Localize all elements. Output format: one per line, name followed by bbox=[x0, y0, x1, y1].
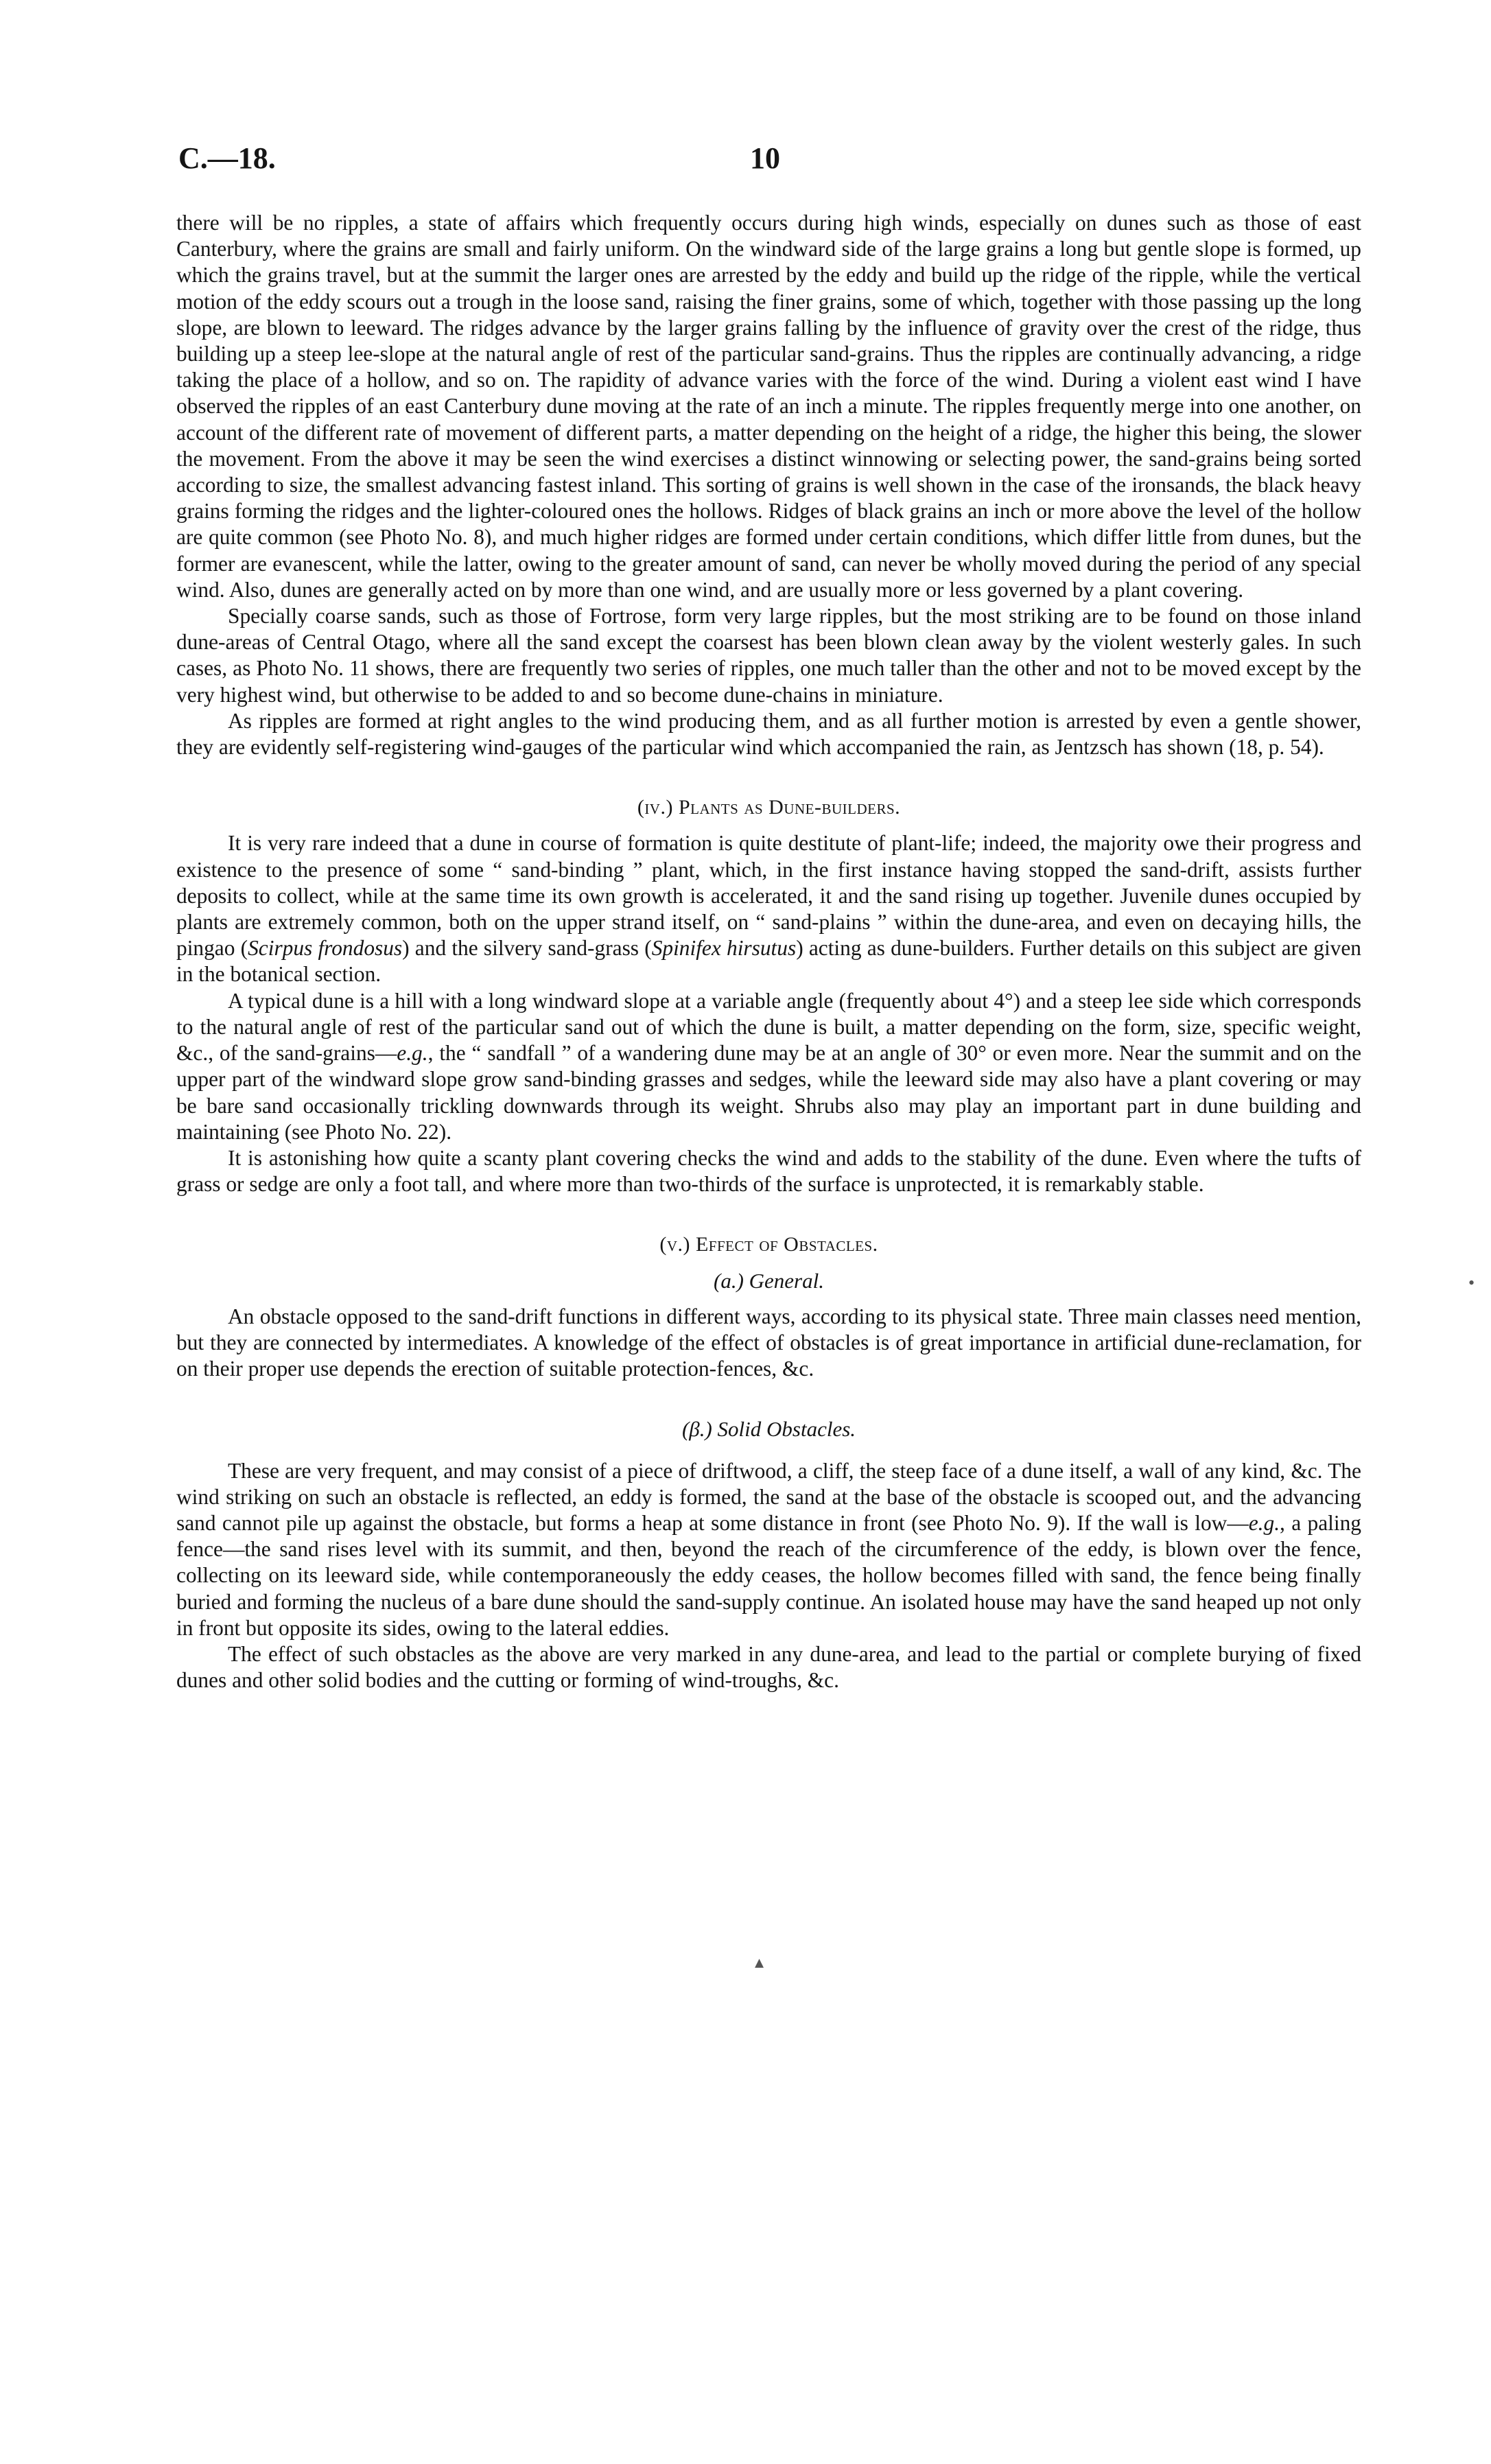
paragraph-obstacle-effects: The effect of such obstacles as the above are very marked in any dune-area, and lead to the partial or complete burying of fixed dunes and other solid bodies and the cutting or forming of wind-troughs, &c. bbox=[176, 1641, 1361, 1693]
margin-speck: • bbox=[1468, 1273, 1475, 1293]
paragraph-coarse-sands: Specially coarse sands, such as those of Fortrose, form very large ripples, but the most striking are to be found on those inland dune-areas of Central Otago, where all the sand except the coarsest has been blown clean away by the violent westerly gales. In such cases, as Photo No. 11 shows, there are frequently two series of ripples, one much taller than the other and not to be moved except by the very highest wind, but otherwise to be added to and so become dune-chains in miniature. bbox=[176, 604, 1361, 707]
species-name-pingao: Scirpus frondosus bbox=[248, 936, 403, 961]
paragraph-ripples-continued: there will be no ripples, a state of affairs which frequently occurs during high winds, especially on dunes such as those of east Canterbury, where the grains are small and fairly uniform. On the windward side of the large grains a long but gentle slope is formed, up which the grains travel, but at the summit the larger ones are arrested by the eddy and build up the ridge of the ripple, while the vertical motion of the eddy scours out a trough in the loose sand, raising the finer grains, some of which, together with those passing up the long slope, are blown to leeward. The ridges advance by the larger grains falling by the influence of gravity over the crest of the ridge, thus building up a steep lee-slope at the natural angle of rest of the particular sand-grains. Thus the ripples are continually advancing, a ridge taking the place of a hollow, and so on. The rapidity of advance varies with the force of the wind. During a violent east wind I have observed the ripples of an east Canterbury dune moving at the rate of an inch a minute. The ripples frequently merge into one another, on account of the different rate of movement of different parts, a matter depending on the height of a ridge, the higher this being, the slower the movement. From the above it may be seen the wind exercises a distinct winnowing or selecting power, the sand-grains being sorted according to size, the smallest advancing fastest inland. This sorting of grains is well shown in the case of the ironsands, the black heavy grains forming the ridges and the lighter-coloured ones the hollows. Ridges of black grains an inch or more above the level of the hollow are quite common (see Photo No. 8), and much higher ridges are formed under certain conditions, which differ little from dunes, but the former are evanescent, while the latter, owing to the greater amount of sand, can never be wholly moved during the period of any special wind. Also, dunes are generally acted on by more than one wind, and are usually more or less governed by a plant covering. bbox=[176, 211, 1361, 602]
heading-effect-of-obstacles: (v.) Effect of Obstacles. bbox=[659, 1233, 878, 1256]
paragraph-plant-covering-stability: It is astonishing how quite a scanty plant covering checks the wind and adds to the stability of the dune. Even where the tufts of grass or sedge are only a foot tall, and where more than two-thirds of the surface is unprotected, it is remarkably stable. bbox=[176, 1145, 1361, 1197]
document-reference: C.—18. bbox=[178, 141, 276, 175]
heading-plants-dune-builders: (iv.) Plants as Dune-builders. bbox=[637, 796, 901, 819]
paragraph-wind-gauges: As ripples are formed at right angles to the wind producing them, and as all further motion is arrested by even a gentle shower, they are evidently self-registering wind-gauges of the particular wind which accompanied the rain, as Jentzsch has shown (18, p. 54). bbox=[176, 708, 1361, 760]
species-name-spinifex: Spinifex hirsutus bbox=[651, 936, 797, 961]
paragraph-typical-dune: A typical dune is a hill with a long windward slope at a variable angle (frequently about 4°) and a steep lee side which corresponds to the natural angle of rest of the particular sand out of which the dune is built, a matter depending on the form, size, specific weight, &c., of the sand-grains—e.g., the “ sandfall ” of a wandering dune may be at an angle of 30° or even more. Near the summit and on the upper part of the windward slope grow sand-binding grasses and sedges, while the leeward side may also have a plant covering or may be bare sand occasionally trickling downwards through its weight. Shrubs also may play an important part in dune building and maintaining (see Photo No. 22). bbox=[176, 988, 1362, 1144]
page-header bbox=[175, 141, 1355, 189]
subheading-general: (a.) General. bbox=[714, 1268, 824, 1293]
paragraph-sand-binding-plants: It is very rare indeed that a dune in course of formation is quite destitute of plant-life; indeed, the majority owe their progress and existence to the presence of some “ sand-binding ” plant, which, in the first instance having stopped the sand-drift, assists further deposits to collect, while at the same time its own growth is accelerated, it and the sand rising up together. Juvenile dunes occupied by plants are extremely common, both on the upper strand itself, on “ sand-plains ” within the dune-area, and even on decaying hills, the pingao (Scirpus frondosus) and the silvery sand-grass (Spinifex hirsutus) acting as dune-builders. Further details on this subject are given in the botanical section. bbox=[176, 831, 1362, 987]
page-body bbox=[176, 210, 1361, 1693]
paragraph-obstacles-general: An obstacle opposed to the sand-drift functions in different ways, according to its physical state. Three main classes need mention, but they are connected by intermediates. A knowledge of the effect of obstacles is of great importance in artificial dune-reclamation, for on their proper use depends the erection of suitable protection-fences, &c. bbox=[176, 1304, 1361, 1381]
subheading-solid-obstacles: (β.) Solid Obstacles. bbox=[681, 1417, 856, 1442]
margin-speck: ▴ bbox=[755, 1952, 764, 1972]
paragraph-solid-obstacles: These are very frequent, and may consist of a piece of driftwood, a cliff, the steep face of a dune itself, a wall of any kind, &c. The wind striking on such an obstacle is reflected, an eddy is formed, the sand at the base of the obstacle is scooped out, and the advancing sand cannot pile up against the obstacle, but forms a heap at some distance in front (see Photo No. 9). If the wall is low—e.g., a paling fence—the sand rises level with its summit, and then, beyond the reach of the circumference of the eddy, is blown over the fence, collecting on its leeward side, while contemporaneously the eddy ceases, the hollow becomes filled with sand, the fence being finally buried and forming the nucleus of a bare dune should the sand-supply continue. An isolated house may have the sand heaped up not only in front but opposite its sides, owing to the lateral eddies. bbox=[176, 1458, 1362, 1640]
page-number: 10 bbox=[750, 141, 780, 175]
